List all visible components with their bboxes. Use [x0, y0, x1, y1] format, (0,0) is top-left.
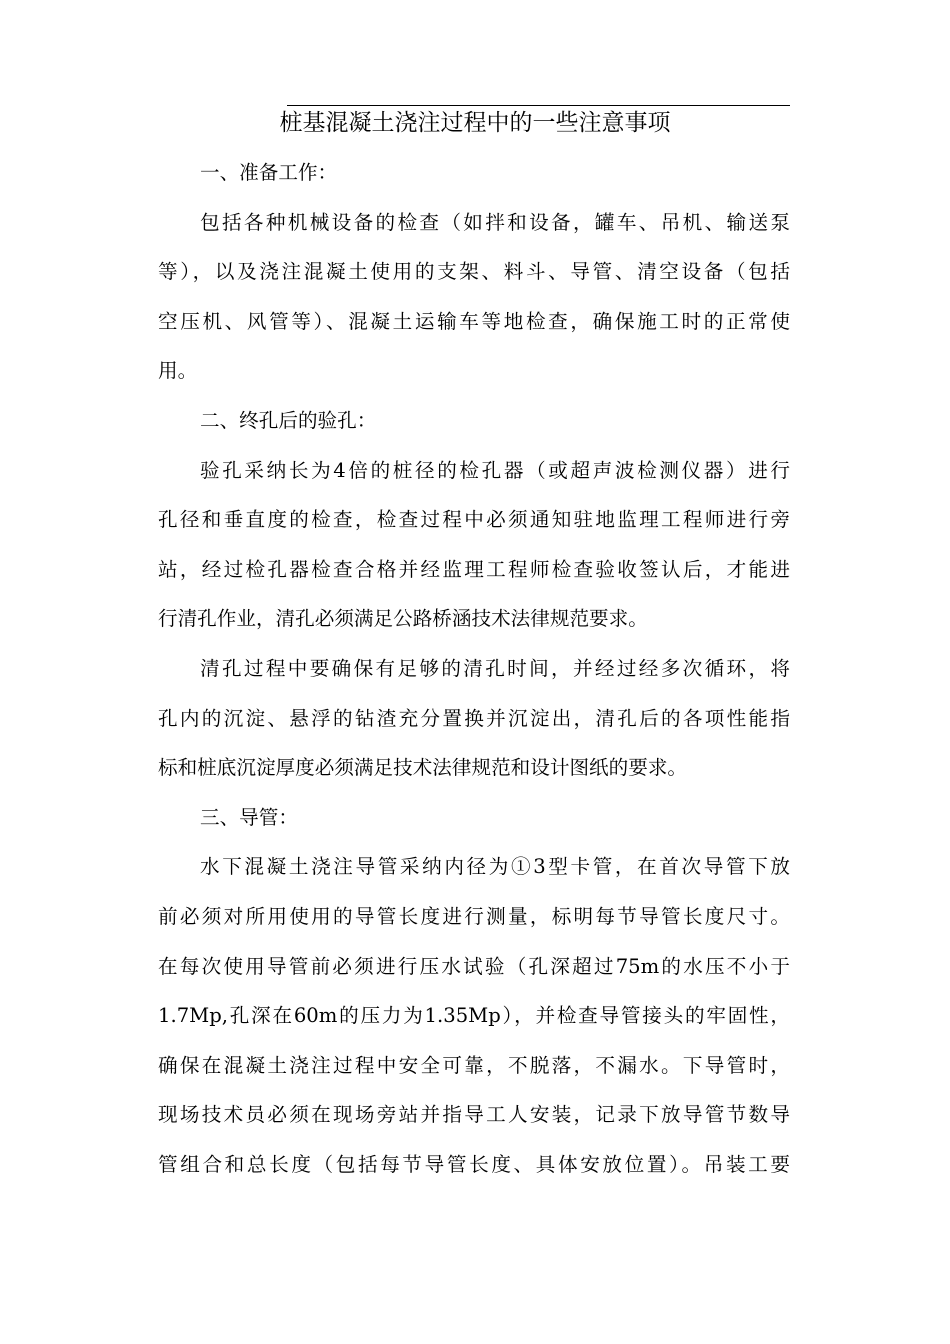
section-heading-conduit: 三、导管：	[200, 805, 298, 829]
paragraph-line: 标和桩底沉淀厚度必须满足技术法律规范和设计图纸的要求。	[158, 756, 688, 780]
paragraph-line: 验孔采纳长为4倍的桩径的检孔器（或超声波检测仪器）进行	[200, 458, 790, 482]
paragraph-line: 确保在混凝土浇注过程中安全可靠，不脱落，不漏水。下导管时，	[158, 1053, 790, 1077]
document-title: 桩基混凝土浇注过程中的一些注意事项	[279, 110, 671, 136]
paragraph-line: 空压机、风管等）、混凝土运输车等地检查，确保施工时的正常使	[158, 309, 790, 333]
paragraph-line: 用。	[158, 359, 198, 383]
paragraph-line: 水下混凝土浇注导管采纳内径为①3型卡管，在首次导管下放	[200, 855, 790, 879]
paragraph-line: 前必须对所用使用的导管长度进行测量，标明每节导管长度尺寸。	[158, 904, 790, 928]
paragraph-line: 清孔过程中要确保有足够的清孔时间，并经过经多次循环，将	[200, 656, 790, 680]
paragraph-line: 1.7Mp,孔深在60m的压力为1.35Mp），并检查导管接头的牢固性，	[158, 1004, 790, 1028]
paragraph-line: 行清孔作业，清孔必须满足公路桥涵技术法律规范要求。	[158, 607, 648, 631]
paragraph-line: 现场技术员必须在现场旁站并指导工人安装，记录下放导管节数导	[158, 1103, 790, 1127]
paragraph-line: 孔内的沉淀、悬浮的钻渣充分置换并沉淀出，清孔后的各项性能指	[158, 706, 790, 730]
document-body	[158, 148, 790, 1189]
paragraph-line: 管组合和总长度（包括每节导管长度、具体安放位置）。吊装工要	[158, 1152, 790, 1176]
paragraph-line: 孔径和垂直度的检查，检查过程中必须通知驻地监理工程师进行旁	[158, 508, 790, 532]
paragraph-line: 等），以及浇注混凝土使用的支架、料斗、导管、清空设备（包括	[158, 260, 790, 284]
paragraph-line: 站，经过检孔器检查合格并经监理工程师检查验收签认后，才能进	[158, 557, 790, 581]
section-heading-preparation: 一、准备工作：	[200, 161, 338, 184]
paragraph-line: 在每次使用导管前必须进行压水试验（孔深超过75m的水压不小于	[158, 954, 790, 978]
paragraph-line: 包括各种机械设备的检查（如拌和设备，罐车、吊机、输送泵	[200, 210, 790, 234]
section-heading-hole-inspection: 二、终孔后的验孔：	[200, 408, 377, 432]
